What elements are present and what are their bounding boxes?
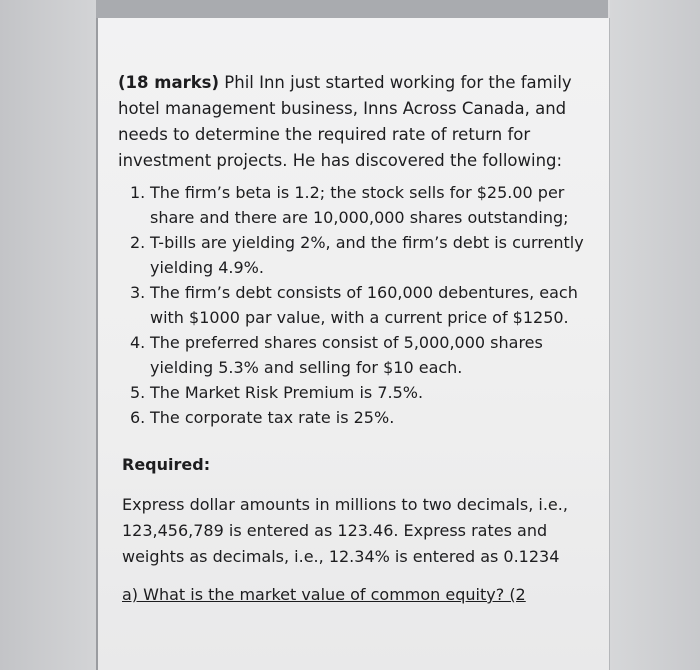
item-text: The corporate tax rate is 25%. <box>150 408 395 427</box>
item-text: The Market Risk Premium is 7.5%. <box>150 383 424 402</box>
left-margin-shadow <box>0 0 96 670</box>
list-item <box>118 230 588 280</box>
required-heading: Required: <box>122 455 211 474</box>
item-number: 5. <box>130 383 146 402</box>
list-item <box>118 405 588 430</box>
list-item <box>118 330 588 380</box>
item-number: 1. <box>130 183 146 202</box>
item-text: The firm’s debt consists of 160,000 debentures, each with $1000 par value, with a current price of $1250. <box>150 283 578 327</box>
item-text: The firm’s beta is 1.2; the stock sells for $25.00 per share and there are 10,000,000 shares outstanding; <box>150 183 569 227</box>
item-number: 6. <box>130 408 146 427</box>
list-item <box>118 380 588 405</box>
conditions-list <box>118 180 588 430</box>
list-item <box>118 280 588 330</box>
right-margin-shadow <box>610 0 700 670</box>
item-text: The preferred shares consist of 5,000,000 shares yielding 5.3% and selling for $10 each. <box>150 333 543 377</box>
question-intro <box>118 70 588 174</box>
question-page <box>96 18 610 670</box>
list-item <box>118 180 588 230</box>
item-text: T-bills are yielding 2%, and the firm’s debt is currently yielding 4.9%. <box>150 233 584 277</box>
item-number: 4. <box>130 333 146 352</box>
page-header-bar <box>96 0 608 19</box>
intro-text: Phil Inn just started working for the family hotel management business, Inns Across Canada, and needs to determine the required rate of return for investment projects. He has discovered the following: <box>118 73 572 170</box>
question-content <box>118 70 588 608</box>
instructions-text: Express dollar amounts in millions to two decimals, i.e., 123,456,789 is entered as 123.46. Express rates and weights as decimals, i.e., 12.34% is entered as 0.1234 <box>122 495 568 566</box>
item-number: 3. <box>130 283 146 302</box>
item-number: 2. <box>130 233 146 252</box>
part-a-question: a) What is the market value of common equity? (2 <box>122 585 526 604</box>
marks-label: (18 marks) <box>118 73 220 92</box>
